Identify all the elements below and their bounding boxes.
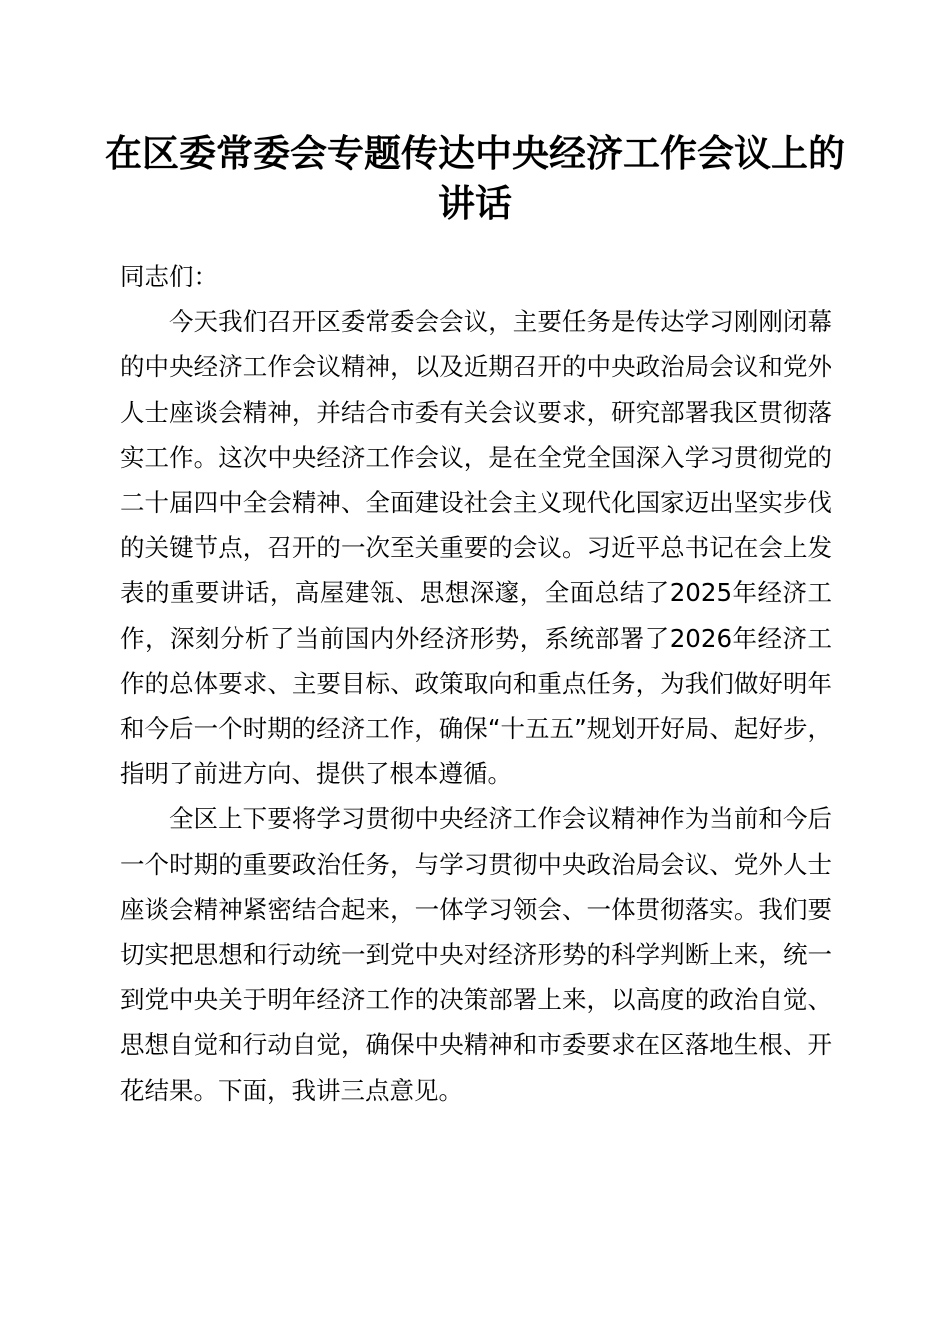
document-body: [120, 254, 832, 1113]
paragraph-1: 今天我们召开区委常委会会议，主要任务是传达学习刚刚闭幕的中央经济工作会议精神，以及近期召开的中央政治局会议和党外人士座谈会精神，并结合市委有关会议要求，研究部署我区贯彻落实工作。这次中央经济工作会议，是在全党全国深入学习贯彻党的二十届四中全会精神、全面建设社会主义现代化国家迈出坚实步伐的关键节点，召开的一次至关重要的会议。习近平总书记在会上发表的重要讲话，高屋建瓴、思想深邃，全面总结了2025年经济工作，深刻分析了当前国内外经济形势，系统部署了2026年经济工作的总体要求、主要目标、政策取向和重点任务，为我们做好明年和今后一个时期的经济工作，确保“十五五”规划开好局、起好步，指明了前进方向、提供了根本遵循。: [120, 307, 832, 789]
salutation: 同志们：: [120, 262, 218, 291]
paragraph-2: 全区上下要将学习贯彻中央经济工作会议精神作为当前和今后一个时期的重要政治任务，与学习贯彻中央政治局会议、党外人士座谈会精神紧密结合起来，一体学习领会、一体贯彻落实。我们要切实把思想和行动统一到党中央对经济形势的科学判断上来，统一到党中央关于明年经济工作的决策部署上来，以高度的政治自觉、思想自觉和行动自觉，确保中央精神和市委要求在区落地生根、开花结果。下面，我讲三点意见。: [120, 804, 832, 1105]
document-title: 在区委常委会专题传达中央经济工作会议上的讲话: [105, 131, 845, 225]
